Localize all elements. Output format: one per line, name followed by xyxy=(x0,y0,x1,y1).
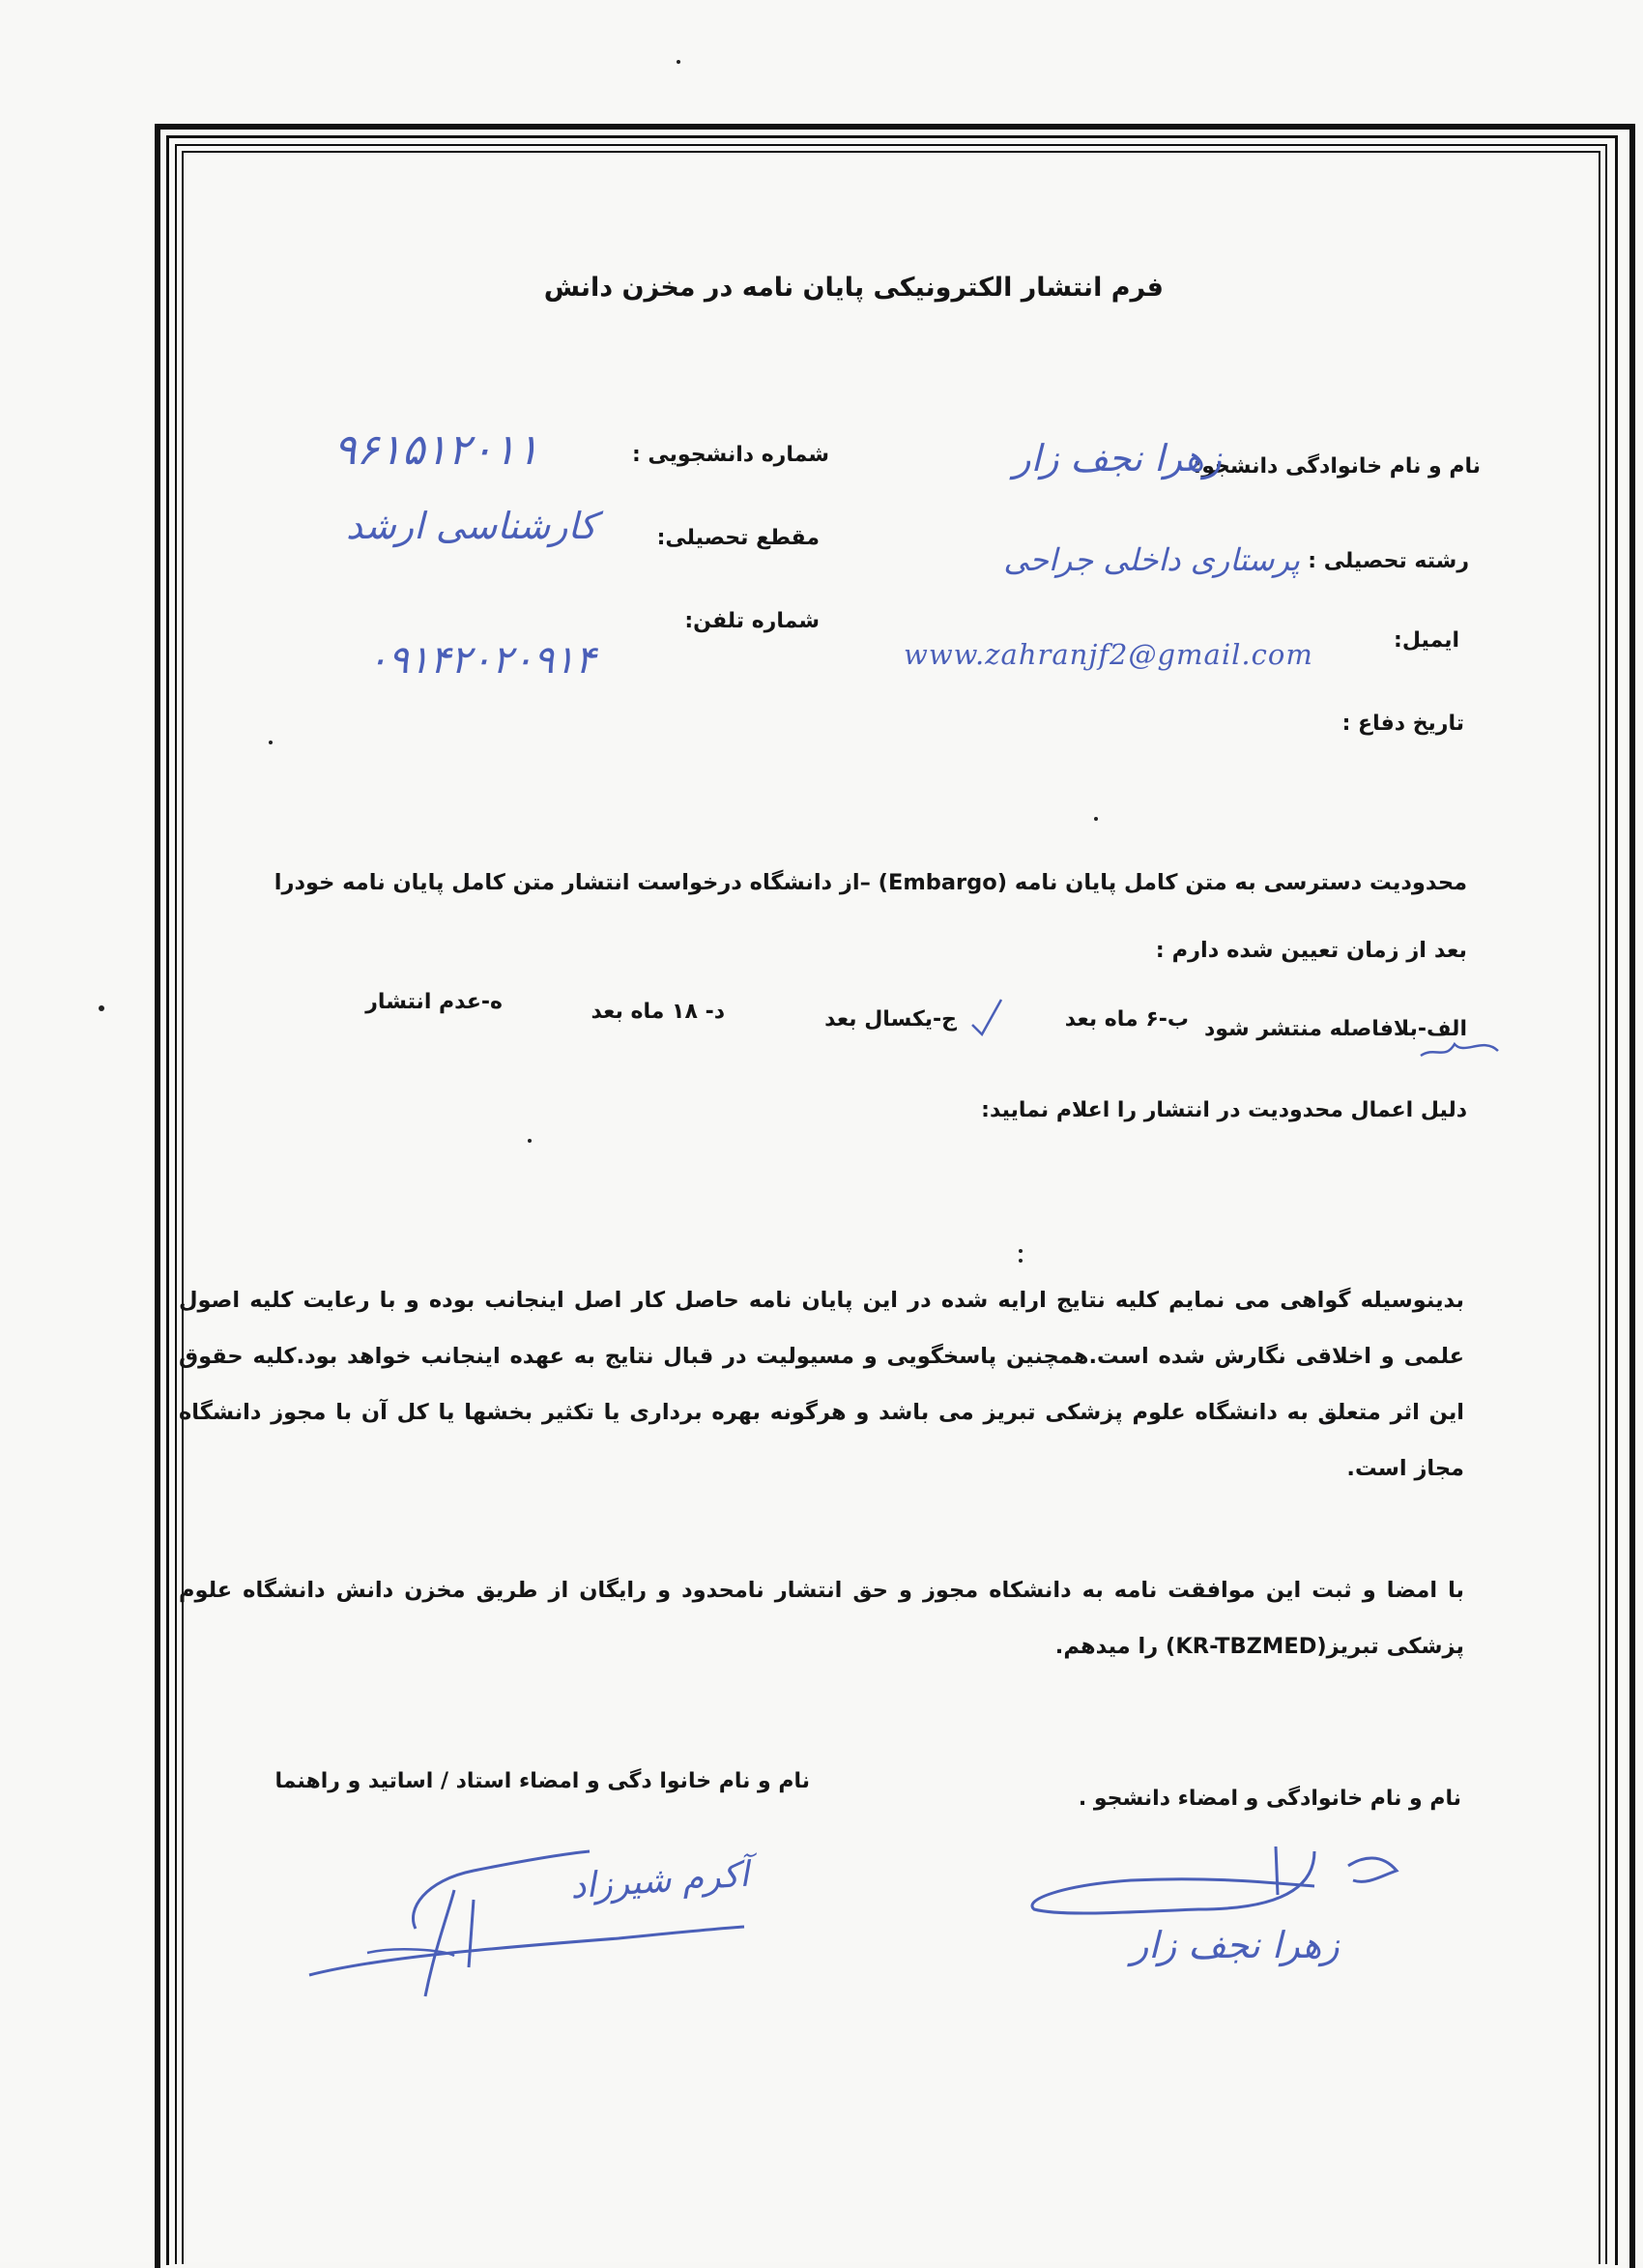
supervisor-handwritten-name: آکرم شیرزاد xyxy=(568,1854,751,1907)
embargo-text-line1: محدودیت دسترسی به متن کامل پایان نامه (Embargo) –از دانشگاه درخواست انتشار متن کامل پایان نامه خودرا xyxy=(274,870,1467,895)
scan-speck xyxy=(269,741,273,744)
declaration-paragraph-1: بدینوسیله گواهی می نمایم کلیه نتایج ارایه شده در این پایان نامه حاصل کار اصل اینجانب بوده و با رعایت کلیه اصول علمی و اخلاقی نگارش شده است.همچنین پاسخگویی و مسیولیت در قبال نتایج به عهده اینجانب خواهد بود.کلیه حقوق این اثر متعلق به دانشگاه علوم پزشکی تبریز می باشد و هرگونه بهره برداری یا تکثیر بخشها یا کل آن با مجوز دانشگاه مجاز است. xyxy=(179,1288,1464,1481)
scan-speck xyxy=(1094,817,1098,821)
supervisor-signature-label: نام و نام خانوا دگی و امضاء استاد / اساتید و راهنما xyxy=(274,1769,810,1793)
major-value: پرستاری داخلی جراحی xyxy=(1003,541,1300,578)
scan-speck xyxy=(1019,1259,1023,1263)
embargo-option-1-year: ج-یکسال بعد xyxy=(824,1007,957,1032)
student-name-value: زهرا نجف زار xyxy=(1013,437,1222,480)
embargo-option-6-months: ب-۶ ماه بعد xyxy=(1064,1007,1189,1032)
student-name-label: نام و نام خانوادگی دانشجو: xyxy=(1193,454,1481,479)
embargo-reason-label: دلیل اعمال محدودیت در انتشار را اعلام نمایید: xyxy=(981,1098,1467,1122)
embargo-option-immediate: الف-بلافاصله منتشر شود xyxy=(1203,1017,1467,1041)
phone-value: ۰۹۱۴۲۰۲۰۹۱۴ xyxy=(367,638,596,683)
student-signature-label: نام و نام خانوادگی و امضاء دانشجو . xyxy=(1078,1787,1461,1811)
student-handwritten-name: زهرا نجف زار xyxy=(1131,1924,1340,1966)
handwritten-check-mark xyxy=(968,996,1007,1039)
handwritten-check-mark xyxy=(1416,1027,1503,1065)
scan-speck xyxy=(99,1005,104,1011)
major-label: رشته تحصیلی : xyxy=(1308,549,1469,573)
degree-value: کارشناسی ارشد xyxy=(346,505,597,547)
email-value: www.zahranjf2@gmail.com xyxy=(904,638,1313,671)
embargo-option-18-months: د- ۱۸ ماه بعد xyxy=(591,1000,725,1024)
student-id-label: شماره دانشجویی : xyxy=(631,443,829,467)
scan-speck xyxy=(677,60,680,64)
email-label: ایمیل: xyxy=(1394,628,1459,653)
defense-date-label: تاریخ دفاع : xyxy=(1341,712,1464,736)
scan-speck xyxy=(528,1139,532,1143)
embargo-text-line2: بعد از زمان تعیین شده دارم : xyxy=(1155,938,1467,963)
scan-speck xyxy=(1019,1249,1023,1253)
embargo-option-no-publish: ه-عدم انتشار xyxy=(365,990,503,1014)
form-title: فرم انتشار الکترونیکی پایان نامه در مخزن دانش xyxy=(543,273,1164,303)
student-id-value: ۹۶۱۵۱۲۰۱۱ xyxy=(333,425,539,475)
degree-label: مقطع تحصیلی: xyxy=(656,526,820,550)
declaration-paragraph-2: با امضا و ثبت این موافقت نامه به دانشکاه مجوز و حق انتشار نامحدود و رایگان از طریق مخزن دانش دانشگاه علوم پزشکی تبریز(KR-TBZMED) را میدهم. xyxy=(179,1578,1464,1659)
phone-label: شماره تلفن: xyxy=(684,609,820,633)
